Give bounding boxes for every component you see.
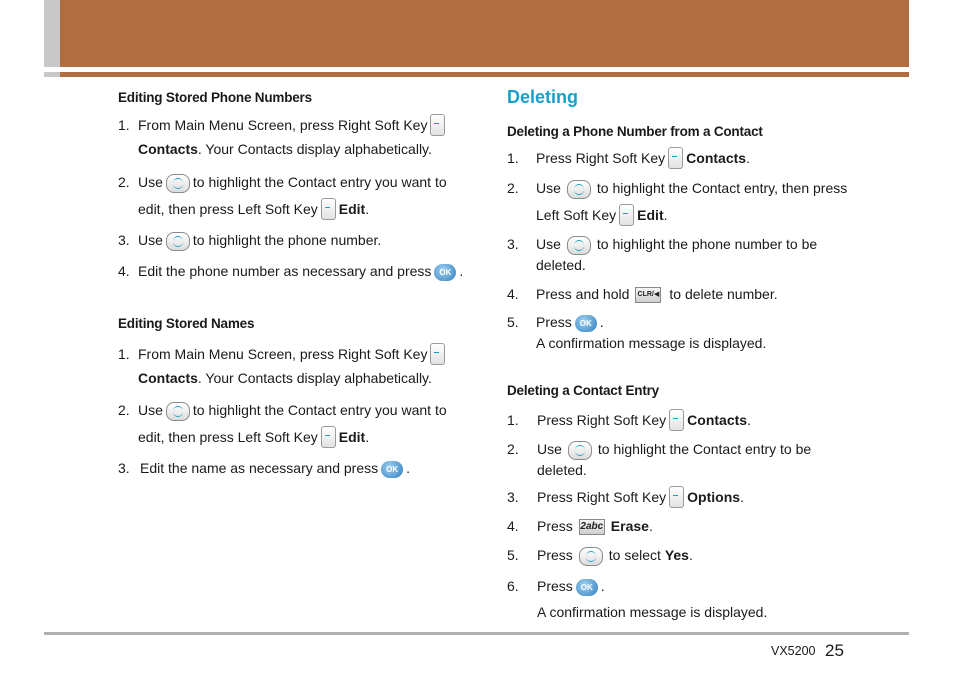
list-item: 2. Use to highlight the Contact entry, then press Left Soft Key Edit.: [507, 178, 867, 227]
two-key-icon: 2abc: [579, 519, 605, 535]
list-item: 1. Press Right Soft Key Contacts.: [507, 410, 867, 432]
left-soft-key-icon: [619, 204, 634, 226]
navigation-key-icon: [166, 174, 190, 193]
navigation-key-icon: [166, 232, 190, 251]
list-item: 2. Use to highlight the Contact entry you want to edit, then press Left Soft Key Edit.: [118, 172, 463, 221]
right-soft-key-icon: [668, 147, 683, 169]
navigation-key-icon: [579, 547, 603, 566]
section-heading: Editing Stored Names: [118, 316, 255, 331]
list-item: 1. Press Right Soft Key Contacts.: [507, 148, 867, 170]
section-heading: Editing Stored Phone Numbers: [118, 90, 312, 105]
list-item: 4. Press 2abc Erase.: [507, 518, 653, 534]
ok-key-icon: OK: [434, 264, 456, 281]
clear-key-icon: CLR/◀: [635, 287, 661, 303]
header-band: [60, 0, 909, 67]
list-item: 3. Edit the name as necessary and press OK .: [118, 460, 411, 476]
list-item: 3. Use to highlight the phone number to be deleted.: [507, 236, 818, 273]
list-item: 1. From Main Menu Screen, press Right Soft Key Contacts. Your Contacts display alphabetically.: [118, 344, 463, 389]
model-label: VX5200: [771, 644, 816, 658]
left-soft-key-icon: [321, 426, 336, 448]
section-heading: Deleting a Phone Number from a Contact: [507, 124, 763, 139]
list-item: 3. Press Right Soft Key Options.: [507, 487, 867, 509]
ok-key-icon: OK: [575, 315, 597, 332]
header-rule-gray: [44, 72, 60, 77]
right-soft-key-icon: [430, 343, 445, 365]
right-soft-key-icon: [430, 114, 445, 136]
navigation-key-icon: [568, 441, 592, 460]
list-item: 3. Use to highlight the phone number.: [118, 230, 463, 251]
section-heading: Deleting a Contact Entry: [507, 383, 659, 398]
list-item: 2. Use to highlight the Contact entry you want to edit, then press Left Soft Key Edit.: [118, 400, 463, 449]
list-item: 2. Use to highlight the Contact entry to be deleted.: [507, 441, 812, 478]
list-item: 5. Press to select Yes.: [507, 545, 867, 566]
list-item: 4. Edit the phone number as necessary and press OK .: [118, 263, 464, 279]
navigation-key-icon: [567, 180, 591, 199]
footer-rule: [44, 632, 909, 635]
list-item: 5. Press OK . A confirmation message is displayed.: [507, 314, 767, 351]
list-item: 6. Press OK . A confirmation message is displayed.: [507, 578, 768, 620]
list-item: 1. From Main Menu Screen, press Right Soft Key Contacts. Your Contacts display alphabetically.: [118, 115, 463, 160]
right-soft-key-icon: [669, 486, 684, 508]
list-item: 4. Press and hold CLR/◀ to delete number.: [507, 286, 778, 302]
page-number: 25: [825, 641, 844, 660]
left-soft-key-icon: [321, 198, 336, 220]
right-soft-key-icon: [669, 409, 684, 431]
header-rule: [60, 72, 909, 77]
navigation-key-icon: [166, 402, 190, 421]
ok-key-icon: OK: [576, 579, 598, 596]
page-section-title: Deleting: [507, 87, 579, 107]
ok-key-icon: OK: [381, 461, 403, 478]
header-gray-block: [44, 0, 60, 67]
navigation-key-icon: [567, 236, 591, 255]
